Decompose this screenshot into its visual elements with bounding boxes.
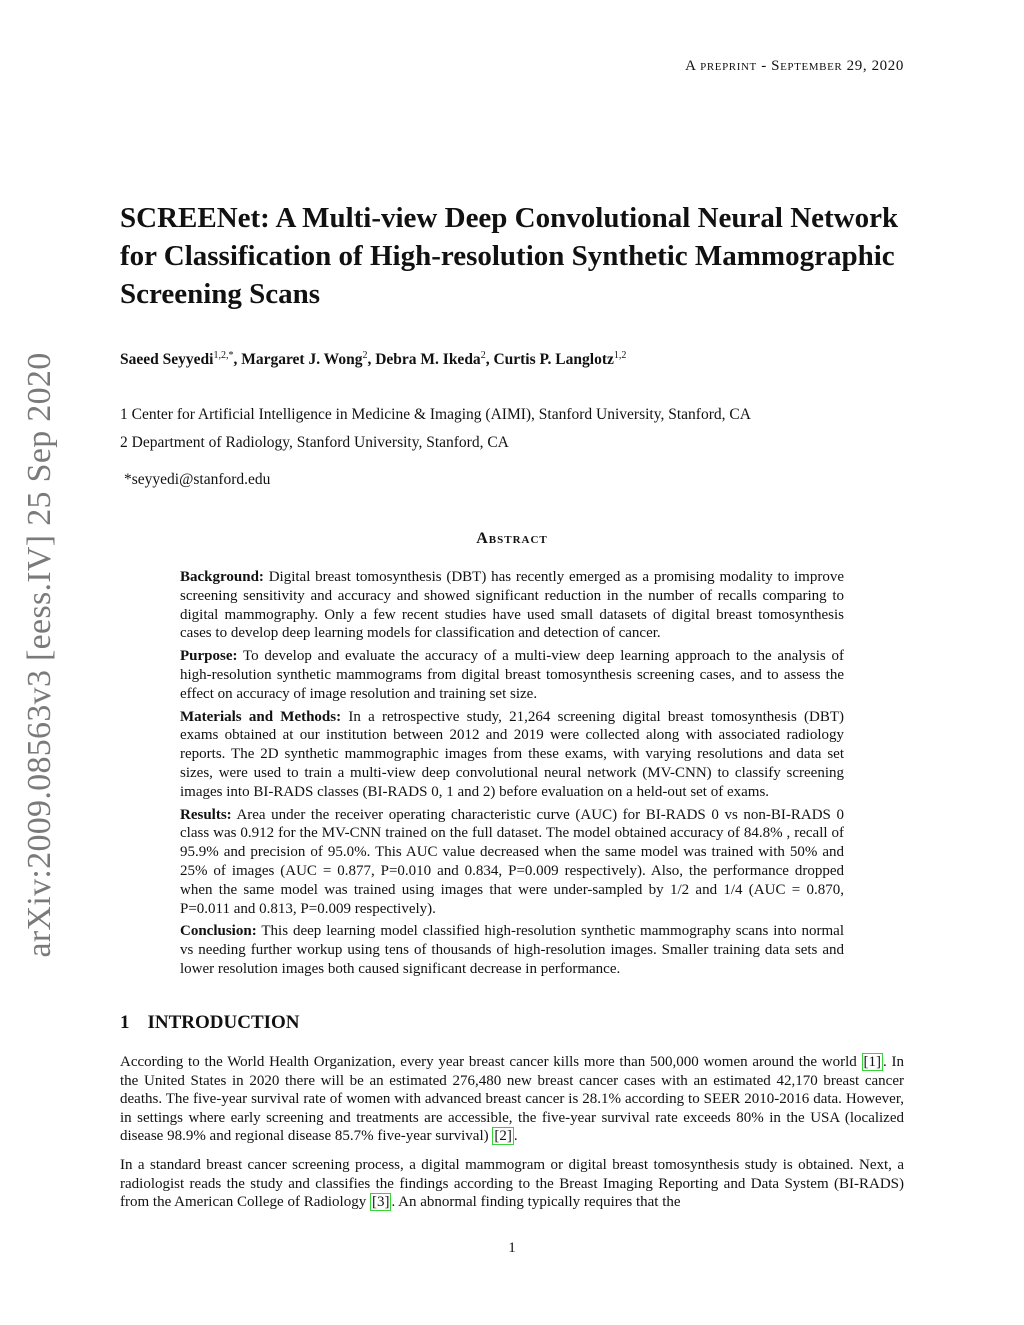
affiliation-1: 1 Center for Artificial Intelligence in Medicine & Imaging (AIMI), Stanford University, Stanford, CA — [120, 406, 751, 423]
abstract-heading: Abstract — [476, 530, 548, 547]
abstract-methods — [180, 708, 844, 802]
body-text-run: . — [513, 1128, 518, 1145]
section-number: 1 — [120, 1012, 130, 1033]
author-name: Saeed Seyyedi — [120, 351, 214, 369]
citation-link[interactable]: [2] — [494, 1128, 512, 1145]
abstract-label: Purpose: — [180, 648, 238, 665]
author-affiliation-marker: 2 — [480, 350, 486, 361]
citation-link[interactable]: [3] — [371, 1194, 390, 1211]
paper-title: SCREENet: A Multi-view Deep Convolutional Neural Network for Classification of High-resolution Synthetic Mammographic Screening Scans — [120, 202, 899, 310]
citation-link[interactable]: [1] — [863, 1054, 882, 1070]
intro-paragraph-1 — [120, 1053, 904, 1146]
abstract-text: In a retrospective study, 21,264 screening digital breast tomosynthesis (DBT) exams obtained at our institution between 2012 and 2019 were collected along with associated radiology reports. The 2D synthetic mammographic images from these exams, with varying resolutions and data set sizes, were used to train a multi-view deep convolutional neural network (MV-CNN) to classify screening images into BI-RADS classes (BI-RADS 0, 1 and 2) before evaluation on a held-out set of exams. — [180, 708, 845, 800]
running-header: A preprint - September 29, 2020 — [685, 58, 904, 74]
abstract-label: Materials and Methods: — [180, 708, 342, 725]
abstract-purpose — [180, 647, 844, 703]
body-text-run: In a standard breast cancer screening process, a digital mammogram or digital breast tomosynthesis study is obtained. Next, a radiologist reads the study and classifies the findings according to the Breast Imaging Reporting and Data System (BI-RADS) from the American College of Radiology — [120, 1156, 904, 1211]
body-text-run: According to the World Health Organization, every year breast cancer kills more than 500,000 women around the world — [120, 1054, 862, 1070]
author-name: Debra M. Ikeda — [375, 351, 481, 369]
abstract-conclusion — [180, 922, 844, 978]
abstract-results — [180, 806, 844, 919]
author-affiliation-marker: 1,2 — [613, 350, 627, 361]
introduction-body — [120, 1053, 904, 1222]
abstract-text: To develop and evaluate the accuracy of a multi-view deep learning approach to the analysis of high-resolution synthetic mammograms from digital breast tomosynthesis screening cases, and to assess the effect on accuracy of image resolution and training set size. — [180, 648, 844, 702]
corresponding-email: *seyyedi@stanford.edu — [124, 471, 271, 488]
author-separator: , — [367, 351, 376, 369]
author-affiliation-marker: 1,2,* — [213, 350, 234, 361]
affiliation-2: 2 Department of Radiology, Stanford University, Stanford, CA — [120, 434, 509, 451]
abstract-text: Area under the receiver operating characteristic curve (AUC) for BI-RADS 0 vs non-BI-RADS 0 class was 0.912 for the MV-CNN trained on the full dataset. The model obtained accuracy of 84.8% , recall of 95.9% and precision of 95.0%. This AUC value decreased when the same model was trained with 50% and 25% of images (AUC = 0.877, P=0.010 and 0.834, P=0.009 respectively). Also, the performance dropped when the same model was trained using images that were under-sampled by 1/2 and 1/4 (AUC = 0.870, P=0.011 and 0.813, P=0.009 respectively). — [180, 806, 844, 917]
author-list — [120, 350, 904, 369]
arxiv-margin-stamp — [10, 350, 70, 960]
page-number: 1 — [508, 1240, 516, 1256]
section-title: INTRODUCTION — [147, 1012, 300, 1033]
author-name: Curtis P. Langlotz — [493, 351, 614, 369]
abstract-text: Digital breast tomosynthesis (DBT) has recently emerged as a promising modality to improve screening sensitivity and accuracy and showed significant reduction in the number of recalls comparing to digital mammography. Only a few recent studies have used small datasets of digital breast tomosynthesis cases to develop deep learning models for classification and detection of cancer. — [180, 569, 844, 642]
abstract-text: This deep learning model classified high-resolution synthetic mammography scans into normal vs needing further workup using tens of thousands of high-resolution images. Smaller training data sets and lower resolution images both caused significant decrease in performance. — [180, 923, 844, 977]
author-separator: , — [485, 351, 494, 369]
abstract-label: Conclusion: — [180, 923, 257, 940]
abstract-label: Background: — [180, 569, 264, 585]
abstract-background — [180, 568, 844, 643]
abstract-body — [180, 568, 844, 983]
author-separator: , — [233, 351, 242, 369]
body-text-run: . An abnormal finding typically requires that the — [391, 1194, 681, 1211]
arxiv-identifier: arXiv:2009.08563v3 [eess.IV] 25 Sep 2020 — [21, 352, 58, 958]
body-text-run: . In the United States in 2020 there will be an estimated 276,480 new breast cancer cases with an estimated 42,170 breast cancer deaths. The five-year survival rate of women with advanced breast cancer is 28.1% according to SEER 2010-2016 data. However, in settings where early screening and treatments are accessible, the five-year survival rate exceeds 80% in the USA (localized disease 98.9% and regional disease 85.7% five-year survival) — [120, 1054, 904, 1145]
author-affiliation-marker: 2 — [362, 350, 368, 361]
abstract-label: Results: — [180, 806, 232, 823]
author-name: Margaret J. Wong — [241, 351, 363, 369]
section-heading-introduction — [120, 1012, 300, 1034]
intro-paragraph-2 — [120, 1156, 904, 1212]
